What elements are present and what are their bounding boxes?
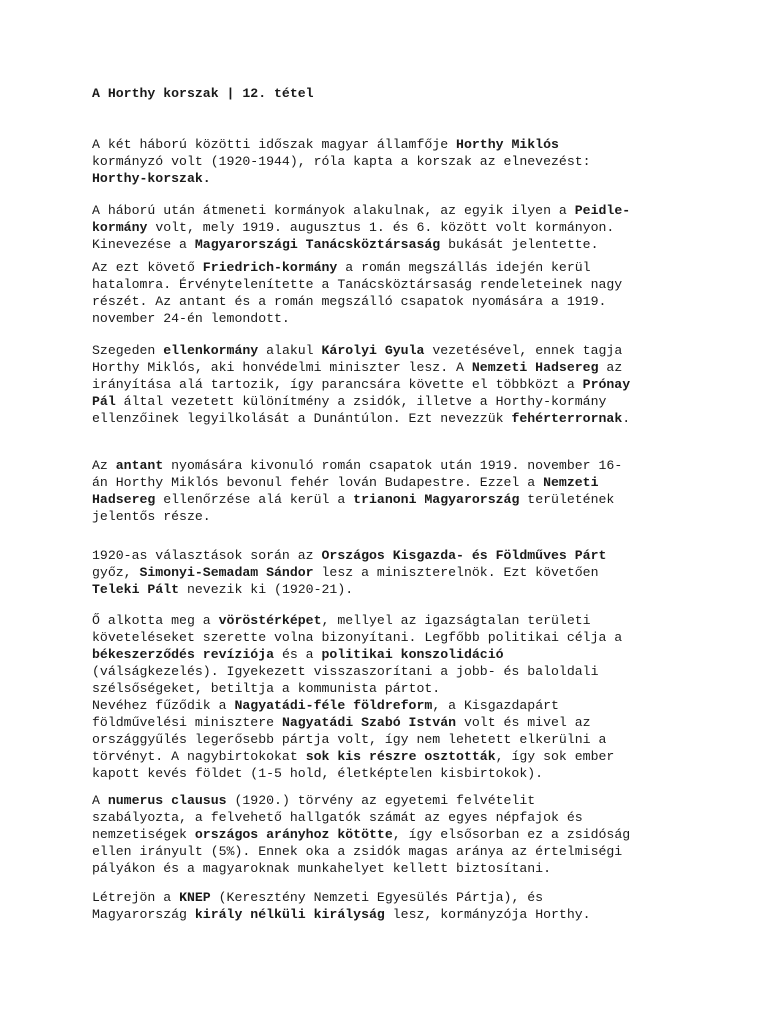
bold-term: kormány xyxy=(92,220,148,235)
text-run: . xyxy=(622,411,631,426)
text-line xyxy=(92,697,692,714)
bold-term: Magyarországi Tanácsköztársaság xyxy=(194,237,441,252)
text-run: , így elsősorban ez a zsidóság xyxy=(392,827,631,842)
bold-term: békeszerződés revíziója xyxy=(92,647,275,662)
text-line xyxy=(92,889,692,906)
bold-term: Horthy Miklós xyxy=(456,137,559,152)
text-line: ellen irányult (5%). Ennek oka a zsidók magas aránya az értelmiségi xyxy=(92,844,623,859)
text-line: kapott kevés földet (1-5 hold, életképtelen kisbirtokok). xyxy=(92,766,544,781)
paragraph-entry-budapest xyxy=(92,457,692,525)
text-run: (1920.) törvény az egyetemi felvételit xyxy=(226,793,536,808)
text-line xyxy=(92,236,692,253)
text-line xyxy=(92,547,692,564)
text-run: volt, mely 1919. augusztus 1. és 6. között volt kormányon. xyxy=(147,220,615,235)
paragraph-teleki xyxy=(92,612,692,782)
bold-term: antant xyxy=(115,458,164,473)
text-line: szélsőségeket, betiltja a kommunista pártot. xyxy=(92,681,441,696)
document-title: A Horthy korszak | 12. tétel xyxy=(92,86,314,101)
text-run: Magyarország xyxy=(92,907,195,922)
text-line xyxy=(92,792,692,809)
text-run: Az ezt követő xyxy=(92,260,203,275)
bold-term: fehérterrornak xyxy=(511,411,623,426)
text-run: nevezik ki (1920-21). xyxy=(179,582,354,597)
text-line: pályákon és a magyaroknak munkahelyet kellett biztosítani. xyxy=(92,861,551,876)
text-run: alakul xyxy=(258,343,322,358)
text-run: győz, xyxy=(92,565,140,580)
text-run: az xyxy=(598,360,623,375)
bold-term: Horthy-korszak. xyxy=(92,171,211,186)
text-line: országgyűlés legerősebb pártja volt, így nem lehetett elkerülni a xyxy=(92,732,607,747)
bold-term: Nemzeti Hadsereg xyxy=(471,360,599,375)
text-run: Ő alkotta meg a xyxy=(92,613,219,628)
text-line: november 24-én lemondott. xyxy=(92,311,290,326)
text-line xyxy=(92,219,692,236)
text-line: szabályozta, a felvehető hallgatók számát az egyes népfajok és xyxy=(92,810,583,825)
text-run: A két háború közötti időszak magyar államfője xyxy=(92,137,457,152)
bold-term: vöröstérképet xyxy=(218,613,322,628)
bold-term: trianoni Magyarország xyxy=(353,492,520,507)
text-run: területének xyxy=(519,492,615,507)
text-run: 1920-as választások során az xyxy=(92,548,322,563)
text-run: A xyxy=(92,793,108,808)
text-run: bukását jelentette. xyxy=(440,237,599,252)
text-line xyxy=(92,564,692,581)
text-line xyxy=(92,342,692,359)
bold-term: Pál xyxy=(92,394,116,409)
text-line: részét. Az antant és a román megszálló csapatok nyomására a 1919. xyxy=(92,294,607,309)
text-run: Kinevezése a xyxy=(92,237,195,252)
bold-term: Simonyi-Semadam Sándor xyxy=(139,565,314,580)
text-run: lesz a miniszterelnök. Ezt követően xyxy=(313,565,599,580)
bold-term: országos arányhoz kötötte xyxy=(194,827,393,842)
text-run: ellenőrzése alá kerül a xyxy=(155,492,354,507)
text-line: követeléseket szerette volna bizonyítani. Legfőbb politikai célja a xyxy=(92,630,623,645)
text-run: án Horthy Miklós bevonul fehér lován Budapestre. Ezzel a xyxy=(92,475,544,490)
bold-term: Nagyatádi-féle földreform xyxy=(234,698,433,713)
bold-term: Prónay xyxy=(582,377,631,392)
text-line xyxy=(92,714,692,731)
text-line xyxy=(92,136,692,153)
text-line xyxy=(92,359,692,376)
bold-term: Nagyatádi Szabó István xyxy=(281,715,457,730)
text-line xyxy=(92,474,692,491)
text-line xyxy=(92,612,692,629)
text-run: A háború után átmeneti kormányok alakulnak, az egyik ilyen a xyxy=(92,203,575,218)
bold-term: Friedrich-kormány xyxy=(202,260,338,275)
text-run: lesz, kormányzója Horthy. xyxy=(384,907,591,922)
bold-term: Teleki Pált xyxy=(92,582,180,597)
text-run: Az xyxy=(92,458,116,473)
bold-term: király nélküli királyság xyxy=(194,907,385,922)
bold-term: politikai konszolidáció xyxy=(321,647,504,662)
text-line xyxy=(92,748,692,765)
text-run: törvényt. A nagybirtokokat xyxy=(92,749,306,764)
text-line xyxy=(92,491,692,508)
text-line xyxy=(92,581,692,598)
text-line: (válságkezelés). Igyekezett visszaszorítani a jobb- és baloldali xyxy=(92,664,599,679)
text-run: (Keresztény Nemzeti Egyesülés Pártja), és xyxy=(210,890,544,905)
paragraph-knep xyxy=(92,889,692,923)
text-line xyxy=(92,393,692,410)
text-run: Létrejön a xyxy=(92,890,180,905)
paragraph-friedrich xyxy=(92,259,692,327)
bold-term: Peidle- xyxy=(574,203,631,218)
text-run: , így sok ember xyxy=(495,749,615,764)
text-line: jelentős része. xyxy=(92,509,211,524)
text-line xyxy=(92,202,692,219)
text-run: vezetésével, ennek tagja xyxy=(424,343,623,358)
bold-term: Nemzeti xyxy=(543,475,599,490)
text-line xyxy=(92,376,692,393)
text-run: , a Kisgazdapárt xyxy=(432,698,559,713)
paragraph-peidle xyxy=(92,202,692,253)
bold-term: Hadsereg xyxy=(92,492,156,507)
text-run: , mellyel az igazságtalan területi xyxy=(321,613,591,628)
text-line xyxy=(92,457,692,474)
text-run: a román megszállás idején kerül xyxy=(337,260,591,275)
text-line: kormányzó volt (1920-1944), róla kapta a korszak az elnevezést: xyxy=(92,154,591,169)
text-run: Horthy Miklós, aki honvédelmi miniszter lesz. A xyxy=(92,360,472,375)
text-run: Szegeden xyxy=(92,343,164,358)
text-line xyxy=(92,259,692,276)
paragraph-numerus-clausus xyxy=(92,792,692,877)
text-line xyxy=(92,410,692,427)
bold-term: ellenkormány xyxy=(163,343,259,358)
paragraph-szeged-counter-government xyxy=(92,342,692,427)
text-run: Nevéhez fűződik a xyxy=(92,698,235,713)
text-line: hatalomra. Érvénytelenítette a Tanácsköztársaság rendeleteinek nagy xyxy=(92,277,623,292)
bold-term: KNEP xyxy=(179,890,211,905)
bold-term: sok kis részre osztották xyxy=(305,749,496,764)
text-line xyxy=(92,646,692,663)
text-run: földművelési minisztere xyxy=(92,715,282,730)
text-line xyxy=(92,170,692,187)
text-run: által vezetett különítmény a zsidók, illetve a Horthy-kormány xyxy=(115,394,607,409)
text-run: nyomására kivonuló román csapatok után 1919. november 16- xyxy=(163,458,623,473)
text-line xyxy=(92,906,692,923)
text-run: volt és mivel az xyxy=(456,715,591,730)
paragraph-elections-1920 xyxy=(92,547,692,598)
bold-term: Károlyi Gyula xyxy=(321,343,425,358)
bold-term: numerus clausus xyxy=(107,793,227,808)
text-run: és a xyxy=(274,647,322,662)
text-run: irányítása alá tartozik, így parancsára követte el többközt a xyxy=(92,377,583,392)
text-run: ellenzőinek legyilkolását a Dunántúlon. Ezt nevezzük xyxy=(92,411,512,426)
text-line xyxy=(92,826,692,843)
text-run: nemzetiségek xyxy=(92,827,195,842)
paragraph-horthy-intro xyxy=(92,136,692,187)
bold-term: Országos Kisgazda- és Földműves Párt xyxy=(321,548,607,563)
